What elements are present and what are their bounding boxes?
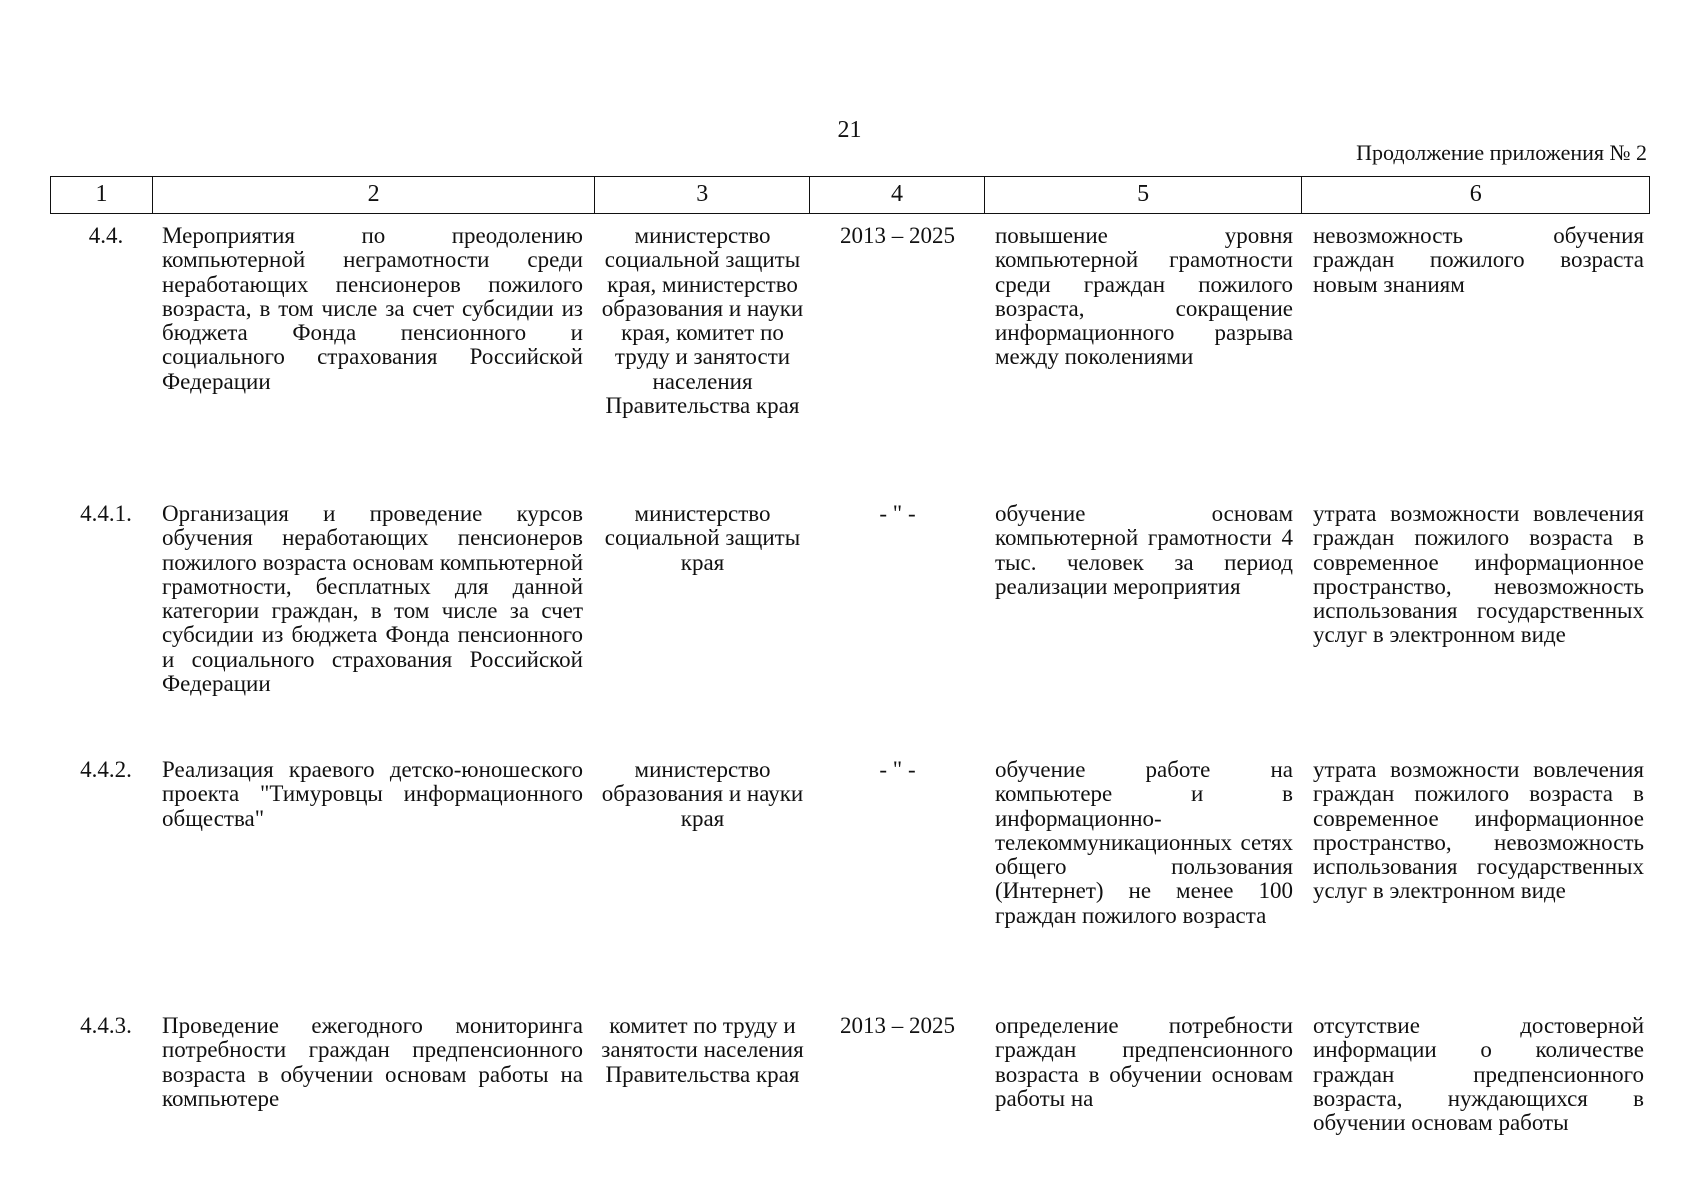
event-description: Реализация краевого детско-юношеского проекта "Тимуровцы информационного общества" [162,757,583,831]
column-header-2: 2 [153,177,595,213]
expected-result: повышение уровня компьютерной грамотности среди граждан пожилого возраста, сокращение информационного разрыва между поколениями [995,223,1293,370]
event-description: Проведение ежегодного мониторинга потребности граждан предпенсионного возраста в обучении основам работы на компьютере [162,1013,583,1111]
column-header-5: 5 [985,177,1303,213]
event-description: Организация и проведение курсов обучения неработающих пенсионеров пожилого возраста основам компьютерной грамотности, бесплатных для данной категории граждан, в том числе за счет субсидии из бюджета Фонда пенсионного и социального страхования Российской Федерации [162,501,583,697]
expected-result: обучение основам компьютерной грамотности 4 тыс. человек за период реализации мероприятия [995,501,1293,599]
expected-result: обучение работе на компьютере и в информационно-телекоммуникационных сетях общего пользования (Интернет) не менее 100 граждан пожилого возраста [995,757,1293,928]
responsible-executor: министерство образования и науки края [601,757,804,831]
column-header-4: 4 [810,177,985,213]
implementation-period: 2013 – 2025 [840,223,955,248]
item-number: 4.4.2. [80,757,132,782]
non-implementation-consequence: отсутствие достоверной информации о количестве граждан предпенсионного возраста, нуждающихся в обучении основам работы [1313,1013,1644,1136]
non-implementation-consequence: невозможность обучения граждан пожилого возраста новым знаниям [1313,223,1644,297]
table-body [50,224,1650,1138]
item-number: 4.4.1. [80,501,132,526]
item-number: 4.4.3. [80,1013,132,1038]
implementation-period: - " - [879,501,916,526]
non-implementation-consequence: утрата возможности вовлечения граждан пожилого возраста в современное информационное пространство, невозможность использования государственных услуг в электронном виде [1313,757,1644,904]
implementation-period: - " - [879,757,916,782]
table-row [50,224,1650,492]
expected-result: определение потребности граждан предпенсионного возраста в обучении основам работы на [995,1013,1293,1111]
table-row [50,502,1650,748]
responsible-executor: комитет по труду и занятости населения Правительства края [601,1013,804,1087]
table-row [50,758,1650,1004]
item-number: 4.4. [88,223,124,248]
column-header-3: 3 [595,177,810,213]
column-header-1: 1 [51,177,153,213]
event-description: Мероприятия по преодолению компьютерной неграмотности среди неработающих пенсионеров пожилого возраста, в том числе за счет субсидии из бюджета Фонда пенсионного и социального страхования Российской Федерации [162,223,583,394]
implementation-period: 2013 – 2025 [840,1013,955,1038]
appendix-continuation-note: Продолжение приложения № 2 [1356,140,1647,165]
non-implementation-consequence: утрата возможности вовлечения граждан пожилого возраста в современное информационное пространство, невозможность использования государственных услуг в электронном виде [1313,501,1644,648]
table-row [50,1014,1650,1138]
page-number: 21 [837,117,862,143]
responsible-executor: министерство социальной защиты края, министерство образования и науки края, комитет по труду и занятости населения Правительства края [601,223,804,419]
column-header-6: 6 [1469,181,1482,207]
responsible-executor: министерство социальной защиты края [604,501,801,575]
table-header [50,176,1650,214]
